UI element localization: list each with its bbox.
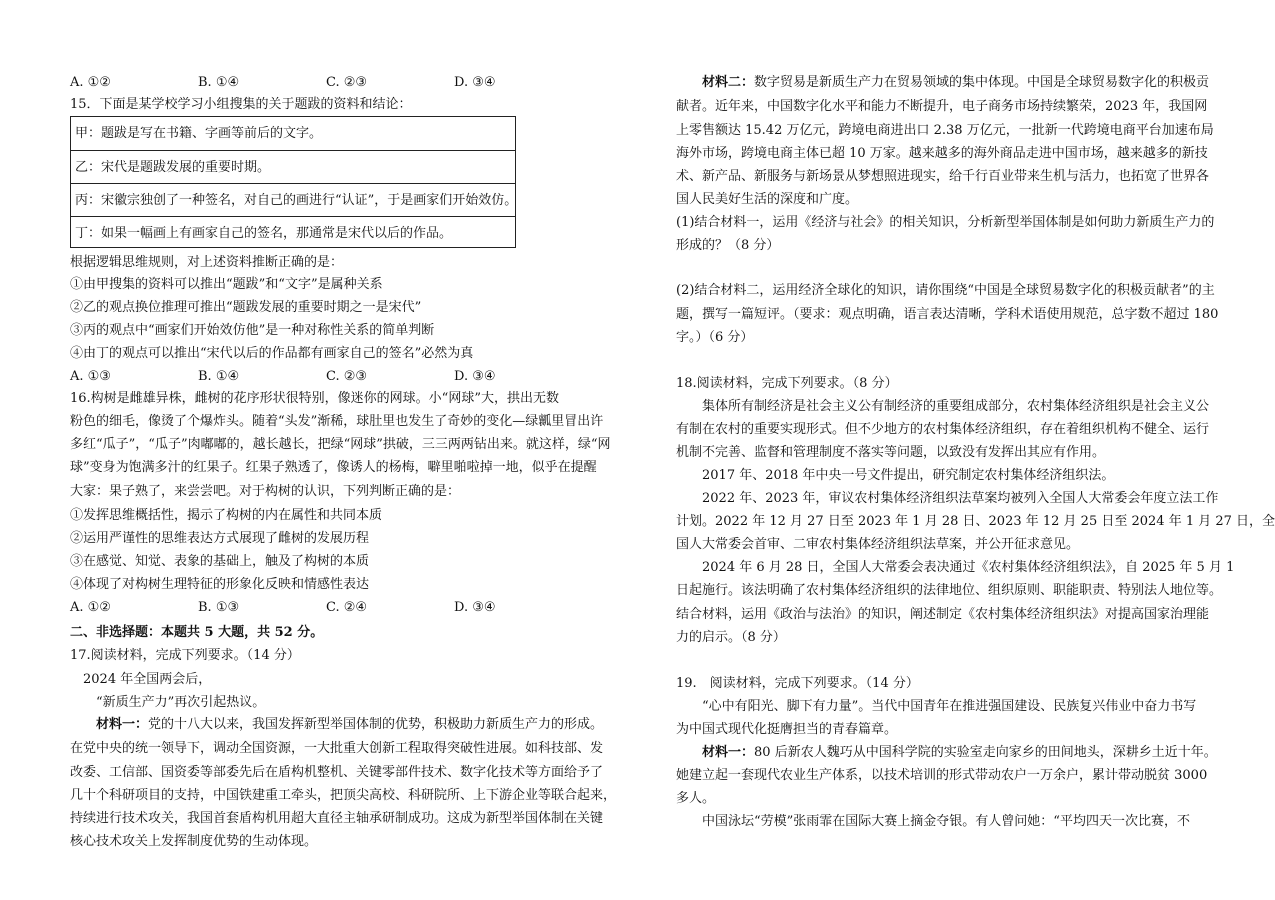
q17-intro: 2024 年全国两会后， — [83, 672, 212, 687]
q16-statement-3: ③在感觉、知觉、表象的基础上，触及了构树的本质 — [70, 554, 370, 569]
q16-line: 16.构树是雌雄异株，雌树的花序形状很特别，像迷你的网球。小“网球”大，拱出无数 — [70, 391, 559, 406]
q15-title: 15．下面是某学校学习小组搜集的关于题跋的资料和结论： — [70, 97, 412, 112]
q16-option-a: A. ①② — [70, 600, 111, 615]
q15-statement-4: ④由丁的观点可以推出“宋代以后的作品都有画家自己的签名”必然为真 — [70, 346, 474, 361]
q18-line: 集体所有制经济是社会主义公有制经济的重要组成部分，农村集体经济组织是社会主义公 — [702, 399, 1210, 414]
q18-line: 2022 年、2023 年，审议农村集体经济组织法草案均被列入全国人大常委会年度立法工作 — [702, 491, 1219, 506]
material-2-line: 术、新产品、新服务与新场景从梦想照进现实，给千行百业带来生机与活力，也拓宽了世界各 — [676, 169, 1210, 184]
material-1-line: 核心技术攻关上发挥制度优势的生动体现。 — [70, 834, 318, 849]
q18-title: 18.阅读材料，完成下列要求。（8 分） — [676, 376, 898, 391]
material-2-line: 国人民美好生活的深度和广度。 — [676, 192, 859, 207]
q15-table-row-bing: 丙：宋徽宗独创了一种签名，对自己的画进行“认证”，于是画家们开始效仿。 — [71, 183, 515, 216]
q18-line: 2017 年、2018 年中央一号文件提出，研究制定农村集体经济组织法。 — [702, 468, 1115, 483]
material-2-line: 海外市场，跨境电商主体已超 10 万家。越来越多的海外商品走进中国市场，越来越多的新技 — [676, 146, 1208, 161]
q16-option-c: C. ②④ — [326, 600, 368, 615]
q19-title: 19. 阅读材料，完成下列要求。（14 分） — [676, 676, 919, 691]
q14-option-c: C. ②③ — [326, 75, 368, 90]
q19-material-1-line: 中国泳坛“劳模”张雨霏在国际大赛上摘金夺银。有人曾问她：“平均四天一次比赛，不 — [702, 814, 1190, 829]
q19-line: 为中国式现代化挺膺担当的青春篇章。 — [676, 722, 898, 737]
q17-part-2: 题，撰写一篇短评。（要求：观点明确，语言表达清晰，学科术语使用规范，总字数不超过 180 — [676, 307, 1219, 322]
q15-option-a: A. ①③ — [70, 369, 111, 384]
material-1-line: 在党中央的统一领导下，调动全国资源，一大批重大创新工程取得突破性进展。如科技部、发 — [70, 741, 604, 756]
q16-line: 粉色的细毛，像烫了个爆炸头。随着“头发”渐稀，球肚里也发生了奇妙的变化—绿瓤里冒出许 — [70, 414, 604, 429]
q19-material-1-label: 材料一： — [702, 745, 755, 760]
q17-part-1: (1)结合材料一，运用《经济与社会》的相关知识，分析新型举国体制是如何助力新质生产力的 — [676, 215, 1215, 230]
q14-option-a: A. ①② — [70, 75, 111, 90]
q18-line: 计划。2022 年 12 月 27 日至 2023 年 1 月 28 日、2023 年 12 月 25 日至 2024 年 1 月 27 日，全 — [676, 514, 1275, 529]
q15-option-b: B. ①④ — [198, 369, 240, 384]
q17-part-1: 形成的？（8 分） — [676, 238, 780, 253]
material-1-first-line — [96, 716, 603, 734]
material-1-label: 材料一： — [96, 717, 149, 732]
q16-statement-1: ①发挥思维概括性，揭示了构树的内在属性和共同本质 — [70, 508, 383, 523]
q18-line: 国人大常委会首审、二审农村集体经济组织法草案，并公开征求意见。 — [676, 537, 1080, 552]
q18-line: 日起施行。该法明确了农村集体经济组织的法律地位、组织原则、职能职责、特别法人地位等。 — [676, 583, 1223, 598]
material-2-text: 数字贸易是新质生产力在贸易领域的集中体现。中国是全球贸易数字化的积极贡 — [754, 75, 1210, 90]
q19-material-1-text: 80 后新农人魏巧从中国科学院的实验室走向家乡的田间地头，深耕乡土近十年。 — [754, 745, 1217, 760]
material-1-line: 几十个科研项目的支持，中国铁建重工牵头，把顶尖高校、科研院所、上下游企业等联合起来， — [70, 788, 617, 803]
q19-material-1-line: 多人。 — [676, 791, 716, 806]
q18-line: 结合材料，运用《政治与法治》的知识，阐述制定《农村集体经济组织法》对提高国家治理能 — [676, 607, 1210, 622]
q15-stem: 根据逻辑思维规则，对上述资料推断正确的是： — [70, 255, 344, 270]
q17-part-2: (2)结合材料二，运用经济全球化的知识，请你围绕“中国是全球贸易数字化的积极贡献者”的主 — [676, 283, 1215, 298]
q17-part-2: 字。）（6 分） — [676, 330, 754, 345]
q19-material-1-line: 她建立起一套现代农业生产体系，以技术培训的形式带动农户一万余户，累计带动脱贫 3000 — [676, 768, 1208, 783]
q15-statement-3: ③丙的观点中“画家们开始效仿他”是一种对称性关系的简单判断 — [70, 323, 435, 338]
q17-intro: “新质生产力”再次引起热议。 — [96, 695, 266, 710]
q15-option-d: D. ③④ — [454, 369, 496, 384]
material-1-line: 持续进行技术攻关，我国首套盾构机用超大直径主轴承研制成功。这成为新型举国体制在关键 — [70, 811, 604, 826]
q16-option-d: D. ③④ — [454, 600, 496, 615]
q14-option-d: D. ③④ — [454, 75, 496, 90]
material-2-first-line — [702, 74, 1209, 92]
q15-material-table — [70, 116, 516, 248]
q18-line: 机制不完善、监督和管理制度不落实等问题，以致没有发挥出其应有作用。 — [676, 445, 1106, 460]
q18-line: 有制在农村的重要实现形式。但不少地方的农村集体经济组织，存在着组织机构不健全、运行 — [676, 422, 1210, 437]
q15-statement-2: ②乙的观点换位推理可推出“题跋发展的重要时期之一是宋代” — [70, 300, 422, 315]
q15-table-row-yi: 乙：宋代是题跋发展的重要时期。 — [71, 150, 515, 183]
q19-material-1-first-line — [702, 744, 1217, 762]
section-heading: 二、非选择题：本题共 5 大题，共 52 分。 — [70, 625, 324, 640]
q16-statement-4: ④体现了对构树生理特征的形象化反映和情感性表达 — [70, 577, 370, 592]
q16-option-b: B. ①③ — [198, 600, 240, 615]
q15-statement-1: ①由甲搜集的资料可以推出“题跋”和“文字”是属种关系 — [70, 277, 383, 292]
q19-line: “心中有阳光、脚下有力量”。当代中国青年在推进强国建设、民族复兴伟业中奋力书写 — [702, 699, 1197, 714]
material-1-line: 改委、工信部、国资委等部委先后在盾构机整机、关键零部件技术、数字化技术等方面给予了 — [70, 765, 604, 780]
material-1-text: 党的十八大以来，我国发挥新型举国体制的优势，积极助力新质生产力的形成。 — [148, 717, 604, 732]
material-2-label: 材料二： — [702, 75, 755, 90]
q15-option-c: C. ②③ — [326, 369, 368, 384]
q16-line: 大家：果子熟了，来尝尝吧。对于构树的认识，下列判断正确的是： — [70, 484, 461, 499]
material-2-line: 献者。近年来，中国数字化水平和能力不断提升，电子商务市场持续繁荣，2023 年，我国网 — [676, 99, 1208, 114]
material-2-line: 上零售额达 15.42 万亿元，跨境电商进出口 2.38 万亿元，一批新一代跨境电商平台加速布局 — [676, 123, 1214, 138]
q17-title: 17.阅读材料，完成下列要求。（14 分） — [70, 648, 300, 663]
q15-table-row-ding: 丁：如果一幅画上有画家自己的签名，那通常是宋代以后的作品。 — [71, 216, 515, 249]
q18-line: 2024 年 6 月 28 日，全国人大常委会表决通过《农村集体经济组织法》，自 2025 年 5 月 1 — [702, 560, 1235, 575]
q16-line: 多红“瓜子”，“瓜子”肉嘟嘟的，越长越长，把绿“网球”拱破，三三两两钻出来。就这样，绿“网 — [70, 437, 611, 452]
q16-statement-2: ②运用严谨性的思维表达方式展现了雌树的发展历程 — [70, 531, 370, 546]
q15-table-row-jia: 甲：题跋是写在书籍、字画等前后的文字。 — [75, 126, 323, 141]
q18-line: 力的启示。（8 分） — [676, 630, 786, 645]
q14-option-b: B. ①④ — [198, 75, 240, 90]
q16-line: 球”变身为饱满多汁的红果子。红果子熟透了，像诱人的杨梅，噼里啪啦掉一地，似乎在提醒 — [70, 460, 597, 475]
